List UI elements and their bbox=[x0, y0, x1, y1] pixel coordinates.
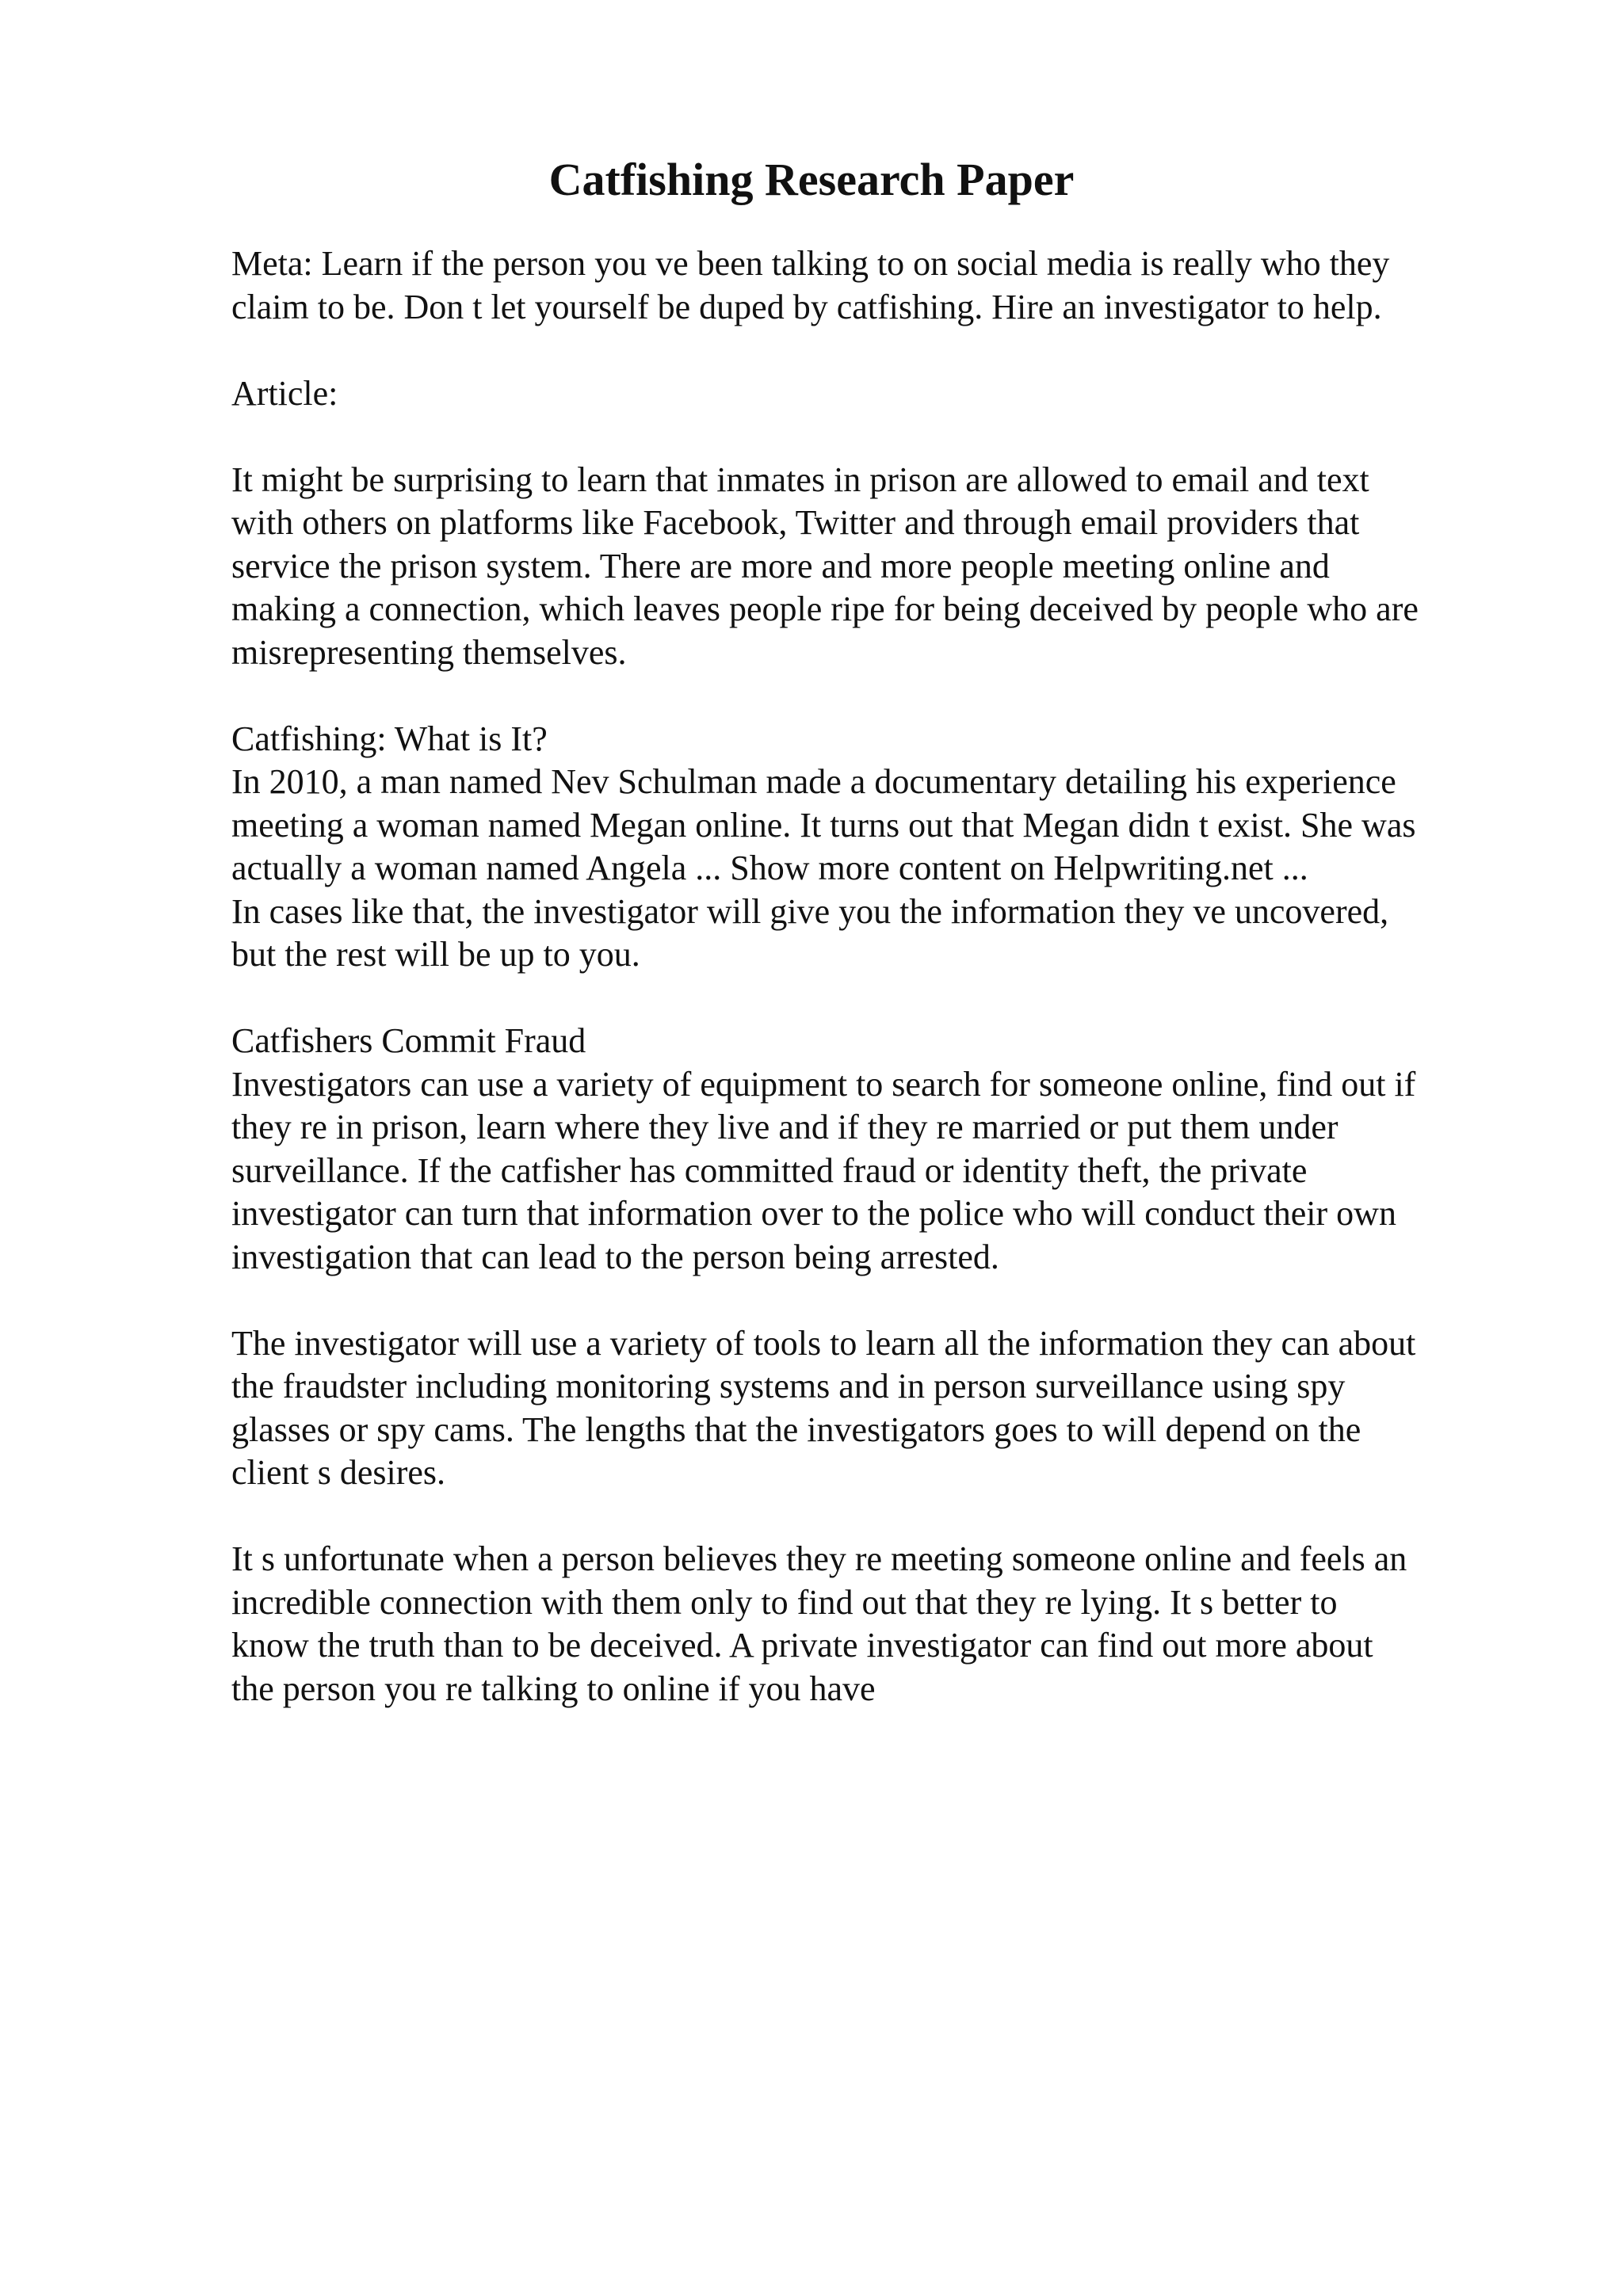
document-title: Catfishing Research Paper bbox=[548, 154, 1075, 205]
section-heading: Catfishing: What is It? bbox=[231, 719, 548, 758]
section-heading: Catfishers Commit Fraud bbox=[231, 1021, 586, 1060]
document-body bbox=[231, 242, 1531, 1711]
text-line: meeting a woman named Megan online. It turns out that Megan didn t exist. She was bbox=[231, 805, 1416, 845]
intro-paragraph bbox=[231, 459, 1531, 675]
text-line: The investigator will use a variety of tools to learn all the information they can about bbox=[231, 1323, 1416, 1363]
text-line: investigation that can lead to the person being arrested. bbox=[231, 1237, 999, 1276]
text-line: know the truth than to be deceived. A private investigator can find out more about bbox=[231, 1626, 1373, 1665]
text-line: claim to be. Don t let yourself be duped by catfishing. Hire an investigator to help. bbox=[231, 287, 1382, 326]
text-line: actually a woman named Angela ... Show more content on Helpwriting.net ... bbox=[231, 849, 1308, 887]
text-line: service the prison system. There are more and more people meeting online and bbox=[231, 546, 1330, 585]
text-line: misrepresenting themselves. bbox=[231, 632, 627, 672]
text-line: In 2010, a man named Nev Schulman made a documentary detailing his experience bbox=[231, 762, 1396, 801]
text-line: but the rest will be up to you. bbox=[231, 935, 640, 974]
final-paragraph bbox=[231, 1538, 1531, 1711]
meta-paragraph bbox=[231, 242, 1531, 329]
article-label: Article: bbox=[231, 373, 338, 413]
text-line: It might be surprising to learn that inmates in prison are allowed to email and text bbox=[231, 460, 1369, 499]
tools-paragraph bbox=[231, 1322, 1531, 1495]
text-line: they re in prison, learn where they live and if they re married or put them under bbox=[231, 1108, 1338, 1146]
text-line: the fraudster including monitoring systems and in person surveillance using spy bbox=[231, 1367, 1346, 1405]
text-line: investigator can turn that information over to the police who will conduct their own bbox=[231, 1194, 1396, 1233]
section-commit-fraud bbox=[231, 1020, 1531, 1279]
text-line: glasses or spy cams. The lengths that the investigators goes to will depend on the bbox=[231, 1409, 1361, 1449]
text-line: Investigators can use a variety of equipment to search for someone online, find out if bbox=[231, 1064, 1416, 1104]
text-line: client s desires. bbox=[231, 1453, 446, 1492]
text-line: making a connection, which leaves people ripe for being deceived by people who are bbox=[231, 589, 1419, 628]
text-line: with others on platforms like Facebook, Twitter and through email providers that bbox=[231, 503, 1360, 542]
text-line: In cases like that, the investigator will give you the information they ve uncovered, bbox=[231, 891, 1389, 931]
text-line: the person you re talking to online if you have bbox=[231, 1669, 876, 1708]
text-line: Meta: Learn if the person you ve been talking to on social media is really who they bbox=[231, 244, 1390, 283]
text-line: It s unfortunate when a person believes they re meeting someone online and feels an bbox=[231, 1539, 1407, 1578]
section-what-is-it bbox=[231, 718, 1531, 977]
text-line: surveillance. If the catfisher has committed fraud or identity theft, the private bbox=[231, 1150, 1308, 1190]
text-line: incredible connection with them only to find out that they re lying. It s better to bbox=[231, 1582, 1338, 1622]
